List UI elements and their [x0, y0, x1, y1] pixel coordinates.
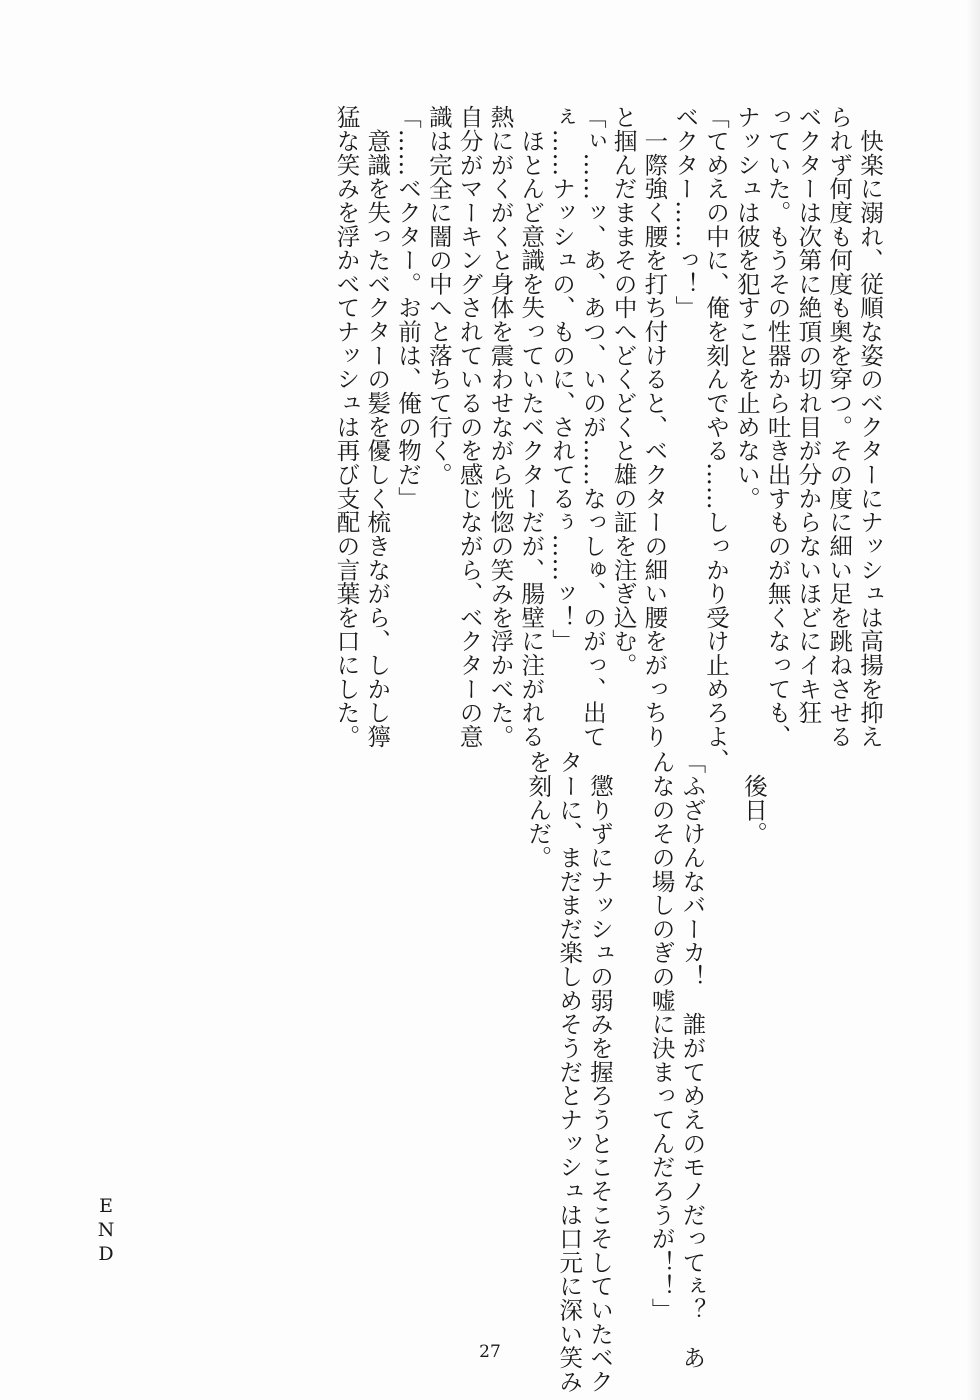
- lower-text-line: んなのその場しのぎの嘘に決まってんだろうが！！」: [647, 750, 676, 1322]
- end-mark: END: [95, 1195, 117, 1267]
- lower-text-line: ターに、まだまだ楽しめそうだとナッシュは口元に深い笑み: [555, 750, 584, 1394]
- lower-text-line: 懲りずにナッシュの弱みを握ろうとこそこそしていたベク: [586, 750, 615, 1394]
- upper-text-line: ナッシュは彼を犯すことを止めない。: [732, 105, 761, 510]
- upper-text-block: [331, 105, 885, 772]
- page-edge-shadow: [966, 0, 980, 1400]
- upper-text-line: ベクターは次第に絶頂の切れ目が分からないほどにイキ狂: [794, 105, 823, 725]
- upper-text-line: 「てめえの中に、俺を刻んでやる……しっかり受け止めろよ、: [702, 105, 731, 772]
- upper-text-line: 「……ベクター。お前は、俺の物だ」: [394, 105, 423, 510]
- lower-text-line: [615, 750, 646, 1310]
- lower-text-block: [523, 750, 769, 1394]
- upper-text-line: 熱にがくがくと身体を震わせながら恍惚の笑みを浮かべた。: [486, 105, 515, 749]
- upper-text-line: 自分がマーキングされているのを感じながら、ベクターの意: [455, 105, 484, 749]
- page-number: 27: [479, 1342, 501, 1362]
- upper-text-line: ベクター……っ！」: [671, 105, 700, 320]
- upper-text-line: っていた。もうその性器から吐き出すものが無くなっても、: [763, 105, 792, 749]
- upper-text-line: られず何度も何度も奥を穿つ。その度に細い足を跳ねさせる: [825, 105, 854, 749]
- lower-text-line: 「ふざけんなバーカ！ 誰がてめえのモノだってぇ？ あ: [678, 750, 707, 1370]
- upper-text-line: 猛な笑みを浮かべてナッシュは再び支配の言葉を口にした。: [332, 105, 361, 749]
- lower-text-line: 後日。: [740, 750, 768, 846]
- upper-text-line: 「ぃ……ッ、あ、あつ、いのが……なっしゅ、のがっ、出て: [578, 105, 607, 749]
- upper-text-line: と掴んだままその中へどくどくと雄の証を注ぎ込む。: [609, 105, 638, 677]
- upper-text-line: 意識を失ったベクターの髪を優しく梳きながら、しかし獰: [363, 105, 392, 749]
- upper-text-line: ほとんど意識を失っていたベクターだが、腸壁に注がれる: [517, 105, 546, 749]
- upper-text-line: 一際強く腰を打ち付けると、ベクターの細い腰をがっちり: [640, 105, 669, 749]
- lower-text-line: [707, 750, 738, 1310]
- upper-text-line: 快楽に溺れ、従順な姿のベクターにナッシュは高揚を抑え: [856, 105, 884, 749]
- upper-text-line: 識は完全に闇の中へと落ちて行く。: [424, 105, 453, 487]
- upper-text-line: ぇ……ナッシュの、ものに、されてるぅ……ッ！」: [548, 105, 577, 653]
- lower-text-line: を刻んだ。: [524, 750, 553, 870]
